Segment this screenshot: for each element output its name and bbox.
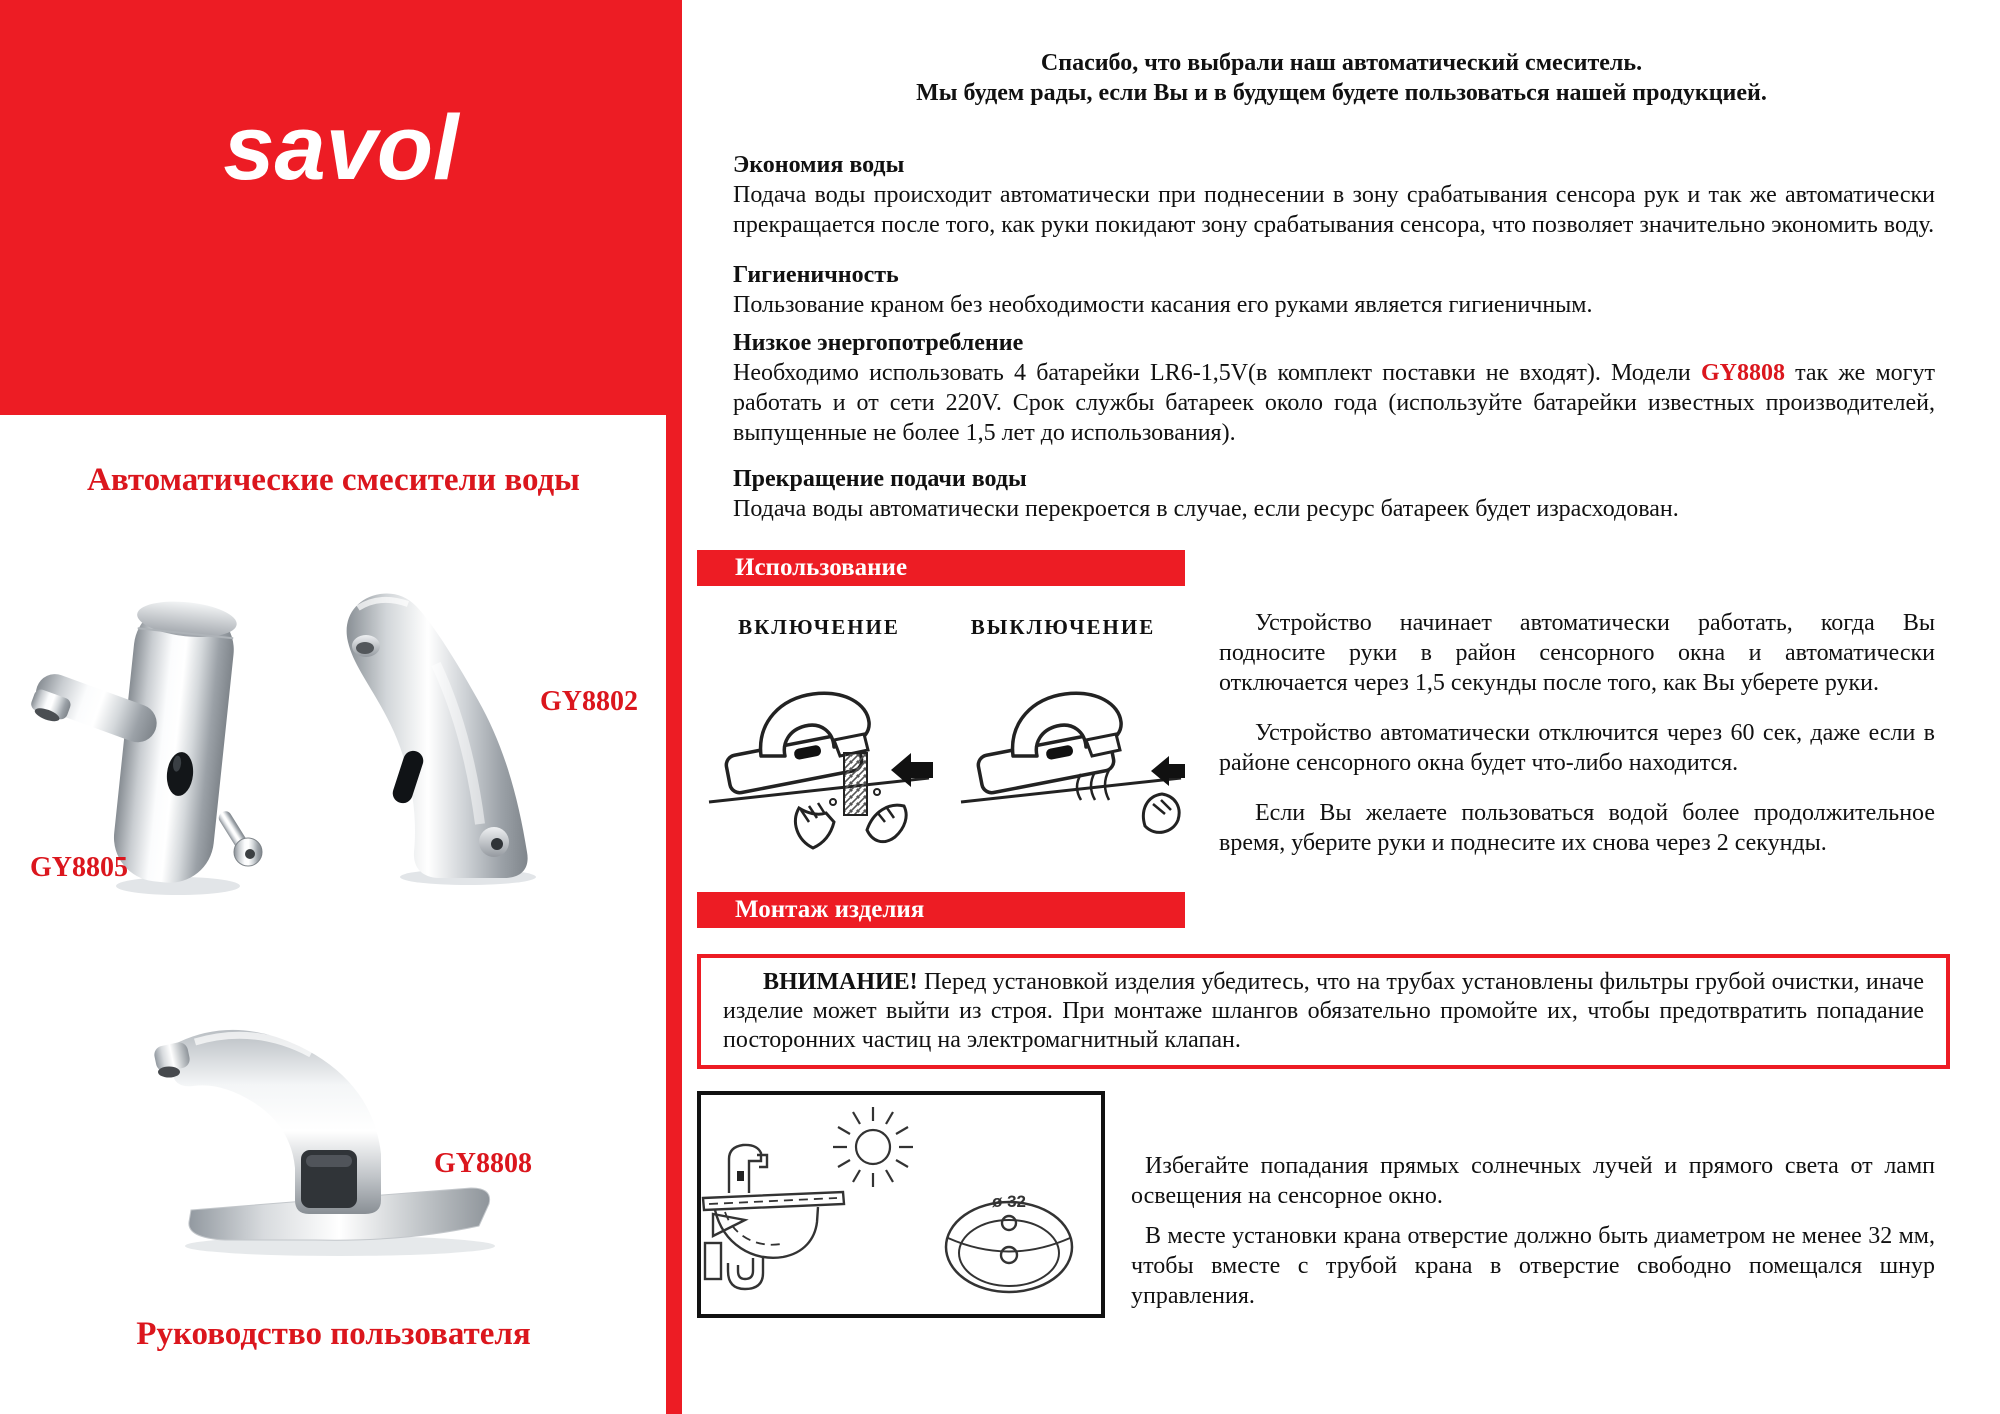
usage-labels — [697, 612, 1185, 642]
sink-side-view — [703, 1145, 844, 1289]
warning-lead: ВНИМАНИЕ! — [763, 969, 918, 995]
heading-hygiene: Гигиеничность — [733, 262, 899, 288]
usage-drawing — [697, 650, 1185, 878]
hand-right — [867, 805, 906, 842]
installation-notes — [1131, 1091, 1935, 1318]
warning-text: Перед установкой изделия убедитесь, что на трубах установлены фильтры грубой очистки, иначе изделие может выйти из строя. При монтаже шлангов обязательно промойте их, чтобы предотвратить попадание посторонних частиц на электромагнитный клапан. — [723, 969, 1924, 1053]
faucet-photo-gy8802 — [318, 580, 548, 885]
label-switch-on: ВКЛЮЧЕНИЕ — [738, 615, 900, 639]
drain-hole — [1001, 1247, 1017, 1263]
installation-section — [697, 1091, 1950, 1318]
faucet-on-illustration — [709, 693, 933, 848]
intro-line-1: Спасибо, что выбрали наш автоматический смеситель. — [1040, 50, 1643, 76]
document-title: Руководство пользователя — [136, 1316, 531, 1352]
text-water-economy: Подача воды происходит автоматически при поднесении в зону срабатывания сенсора рук и так же автоматически прекращается после того, как руки покидают зону срабатывания сенсора, что позволяет значительно экономить воду. — [733, 182, 1935, 238]
sun-icon — [833, 1107, 913, 1187]
model-label-gy8802: GY8802 — [540, 686, 638, 717]
power-model-ref: GY8808 — [1700, 360, 1785, 386]
usage-paragraph-2: Устройство автоматически отключится через 60 сек, даже если в районе сенсорного окна будет что-либо находится. — [1219, 720, 1935, 776]
power-text-after: так же могут работать и от сети 220V. Срок службы батареек около года (используйте батарейки известных производителей, выпущенные не более 1,5 лет до использования). — [733, 360, 1936, 446]
text-low-power — [733, 358, 1935, 448]
savol-logo: savol — [223, 97, 459, 199]
faucet-photo-gy8808 — [85, 1002, 525, 1267]
model-label-gy8805: GY8805 — [30, 852, 128, 883]
faucet-off-illustration — [961, 693, 1185, 832]
installation-note-1: Избегайте попадания прямых солнечных лучей и прямого света от ламп освещения на сенсорное окно. — [1131, 1153, 1935, 1209]
text-water-stop: Подача воды автоматически перекроется в случае, если ресурс батареек будет израсходован. — [733, 496, 1679, 522]
installation-diagram-box — [697, 1091, 1105, 1318]
text-hygiene: Пользование краном без необходимости касания его руками является гигиеничным. — [733, 292, 1593, 318]
installation-note-2: В месте установки крана отверстие должно быть диаметром не менее 32 мм, чтобы вместе с трубой крана в отверстие свободно помещался шнур управления. — [1131, 1223, 1935, 1309]
catalog-title: Автоматические смесители воды — [87, 462, 580, 498]
intro-greeting — [733, 48, 1950, 108]
usage-paragraph-1: Устройство начинает автоматически работать, когда Вы подносите руки в район сенсорного окна и автоматически отключается через 1,5 секунды после того, как Вы уберете руки. — [1219, 610, 1935, 696]
heading-water-economy: Экономия воды — [733, 152, 905, 178]
sink-top-view — [946, 1202, 1072, 1292]
montage-section-banner: Монтаж изделия — [697, 892, 1185, 928]
usage-paragraph-3: Если Вы желаете пользоваться водой более продолжительное время, уберите руки и поднесите их снова через 2 секунды. — [1219, 800, 1935, 856]
warning-box — [697, 954, 1950, 1069]
faucet-photo-gy8805 — [28, 552, 293, 897]
brand-header-block — [0, 0, 682, 415]
water-stream — [844, 753, 867, 815]
label-switch-off: ВЫКЛЮЧЕНИЕ — [970, 615, 1156, 639]
diameter-label: ø 32 — [991, 1192, 1027, 1211]
installation-diagram — [701, 1095, 1101, 1314]
usage-section-banner: Использование — [697, 550, 1185, 586]
usage-section — [697, 596, 1950, 878]
intro-line-2: Мы будем рады, если Вы и в будущем будете пользоваться нашей продукцией. — [916, 80, 1767, 106]
model-label-gy8808: GY8808 — [434, 1148, 532, 1179]
manual-content — [682, 0, 2000, 1414]
usage-illustrations — [697, 596, 1185, 878]
power-text-before: Необходимо использовать 4 батарейки LR6-1,5V(в комплект поставки не входят). Модели — [733, 360, 1701, 386]
heading-water-stop: Прекращение подачи воды — [733, 466, 1027, 492]
usage-description — [1219, 596, 1935, 878]
faucet-hole — [1002, 1216, 1016, 1230]
motion-arcs — [1077, 770, 1109, 800]
heading-low-power: Низкое энергопотребление — [733, 330, 1024, 356]
vertical-divider — [666, 0, 682, 1414]
